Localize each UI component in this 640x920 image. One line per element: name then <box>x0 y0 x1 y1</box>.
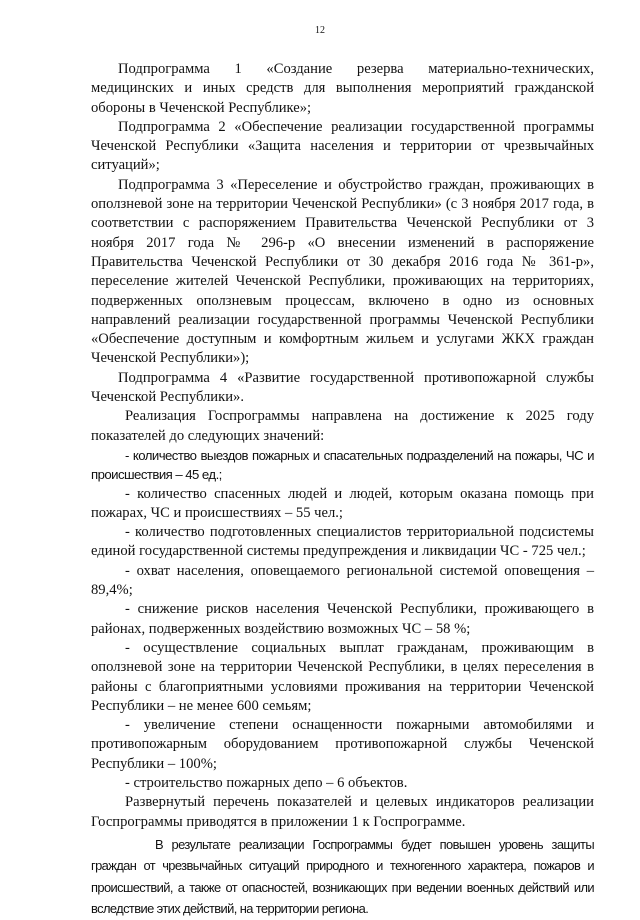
paragraph-indicator-list: Развернутый перечень показателей и целевых индикаторов реализации Госпрограммы приводятся в приложении 1 к Госпрограмме. <box>91 794 594 830</box>
indicator-item-rescued: - количество спасенных людей и людей, которым оказана помощь при пожарах, ЧС и происшествиях – 55 чел.; <box>91 485 594 521</box>
indicator-item-warning-coverage: - охват населения, оповещаемого региональной системой оповещения – 89,4%; <box>91 562 594 599</box>
indicator-item-callouts: - количество выездов пожарных и спасательных подразделений на пожары, ЧС и происшествия – 45 ед.; <box>91 447 594 483</box>
page-number: 12 <box>315 25 325 36</box>
paragraph-subprogram-1: Подпрограмма 1 «Создание резерва материально-технических, медицинских и иных средств для выполнения мероприятий гражданской обороны в Чеченской Республике»; <box>91 61 594 116</box>
paragraph-result: В результате реализации Госпрограммы будет повышен уровень защиты граждан от чрезвычайных ситуаций природного и техногенного характера, пожаров и происшествий, а также от опасностей, возникающих при ведении военных действий или вследствие этих действий, на территории региона. <box>91 836 594 917</box>
paragraph-subprogram-3: Подпрограмма 3 «Переселение и обустройство граждан, проживающих в оползневой зоне на территории Чеченской Республики» (с 3 ноября 2017 года, в соответствии с распоряжением Правительства Чеченской Республики от 3 ноября 2017 года № 296-р «О внесении изменений в распоряжение Правительства Чеченской Республики от 30 декабря 2016 года № 361-р», переселение жителей Чеченской Республики, проживающих на территориях, подверженных оползневым процессам, включено в одно из основных направлений реализации государственной программы Чеченской Республики «Обеспечение доступным и комфортным жильем и услугами ЖКХ граждан Чеченской Республики»); <box>91 176 594 367</box>
indicator-item-fire-depots: - строительство пожарных депо – 6 объектов. <box>125 774 408 791</box>
indicator-item-risk-reduction: - снижение рисков населения Чеченской Республики, проживающего в районах, подверженных воздействию возможных ЧС – 58 %; <box>91 601 594 637</box>
indicator-item-equipment: - увеличение степени оснащенности пожарными автомобилями и противопожарным оборудованием противопожарной службы Чеченской Республики – 100%; <box>91 717 594 772</box>
document-body <box>91 60 594 920</box>
paragraph-subprogram-4: Подпрограмма 4 «Развитие государственной противопожарной службы Чеченской Республики». <box>91 369 594 406</box>
indicator-item-social-payments: - осуществление социальных выплат гражданам, проживающим в оползневой зоне на территории Чеченской Республики, в целях переселения в районы с благоприятными условиями проживания на территории Чеченской Республики – не менее 600 семьям; <box>91 639 594 714</box>
indicator-item-specialists: - количество подготовленных специалистов территориальной подсистемы единой государственной системы предупреждения и ликвидации ЧС - 725 чел.; <box>91 524 594 560</box>
paragraph-targets-intro: Реализация Госпрограммы направлена на достижение к 2025 году показателей до следующих значений: <box>91 408 594 444</box>
paragraph-subprogram-2: Подпрограмма 2 «Обеспечение реализации государственной программы Чеченской Республики «Защита населения и территории от чрезвычайных ситуаций»; <box>91 118 594 174</box>
